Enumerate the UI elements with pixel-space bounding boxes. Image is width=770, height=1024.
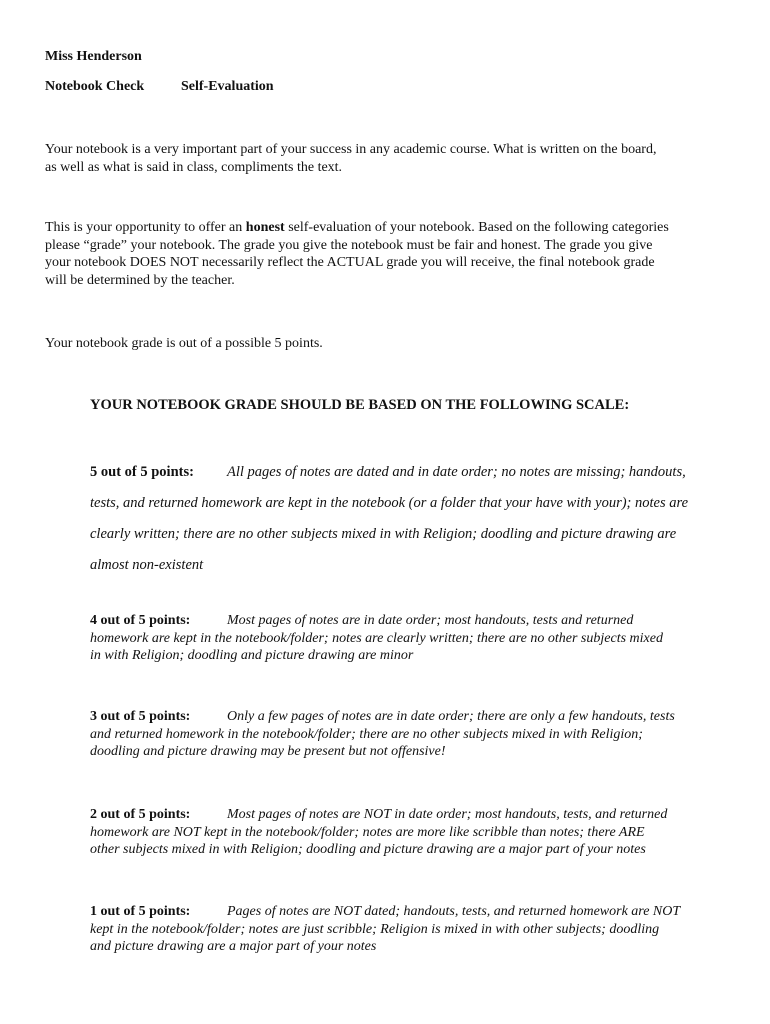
text-line: in with Religion; doodling and picture drawing are minor xyxy=(90,648,414,663)
intro-paragraph-3: Your notebook grade is out of a possible 5 points. xyxy=(45,336,323,351)
scale-label: 2 out of 5 points: xyxy=(90,807,191,822)
text-line xyxy=(90,806,667,824)
scale-label: 3 out of 5 points: xyxy=(90,709,191,724)
text-line: and picture drawing are a major part of your notes xyxy=(90,939,377,954)
text-line xyxy=(45,219,669,237)
text-line: will be determined by the teacher. xyxy=(45,272,235,288)
text-line: Your notebook is a very important part of your success in any academic course. What is written on the board, xyxy=(45,142,657,157)
text-line xyxy=(90,708,675,726)
scale-description: Pages of notes are NOT dated; handouts, tests, and returned homework are NOT xyxy=(227,904,681,919)
text-line: other subjects mixed in with Religion; doodling and picture drawing are a major part of your notes xyxy=(90,842,646,857)
text-line: your notebook DOES NOT necessarily reflect the ACTUAL grade you will receive, the final notebook grade xyxy=(45,255,655,270)
scale-item-4 xyxy=(90,612,663,665)
text-line xyxy=(90,903,680,921)
text-line: homework are NOT kept in the notebook/folder; notes are more like scribble than notes; there ARE xyxy=(90,824,645,840)
text-span: self-evaluation of your notebook. Based on the following categories xyxy=(284,220,669,235)
document-subtitle: Self-Evaluation xyxy=(181,79,274,94)
intro-paragraph-2 xyxy=(45,219,669,289)
text-line: tests, and returned homework are kept in the notebook (or a folder that your have with your); notes are xyxy=(90,495,689,511)
emphasis-honest: honest xyxy=(245,220,285,235)
text-line: kept in the notebook/folder; notes are just scribble; Religion is mixed in with other subjects; doodling xyxy=(90,921,660,937)
scale-item-1 xyxy=(90,903,680,956)
scale-label: 5 out of 5 points: xyxy=(90,464,194,480)
scale-description: Only a few pages of notes are in date order; there are only a few handouts, tests xyxy=(227,709,675,724)
scale-description: Most pages of notes are in date order; most handouts, tests and returned xyxy=(227,613,634,628)
scale-description: Most pages of notes are NOT in date order; most handouts, tests, and returned xyxy=(227,807,668,822)
text-line: almost non-existent xyxy=(90,557,204,573)
text-line: as well as what is said in class, compliments the text. xyxy=(45,159,343,175)
text-line: and returned homework in the notebook/folder; there are no other subjects mixed in with Religion; xyxy=(90,726,643,742)
text-line: homework are kept in the notebook/folder; notes are clearly written; there are no other subjects mixed xyxy=(90,630,663,646)
scale-item-5 xyxy=(90,457,688,581)
text-line: clearly written; there are no other subjects mixed in with Religion; doodling and picture drawing are xyxy=(90,526,677,542)
scale-heading: YOUR NOTEBOOK GRADE SHOULD BE BASED ON THE FOLLOWING SCALE: xyxy=(90,397,630,413)
scale-description: All pages of notes are dated and in date order; no notes are missing; handouts, xyxy=(227,464,686,480)
text-line xyxy=(90,457,688,488)
text-line xyxy=(90,612,663,630)
document-title: Notebook Check xyxy=(45,79,145,94)
scale-item-2 xyxy=(90,806,667,859)
scale-item-3 xyxy=(90,708,675,761)
scale-label: 4 out of 5 points: xyxy=(90,613,191,628)
text-span: This is your opportunity to offer an xyxy=(45,220,246,235)
scale-label: 1 out of 5 points: xyxy=(90,904,191,919)
text-line: doodling and picture drawing may be present but not offensive! xyxy=(90,744,446,759)
text-line: please “grade” your notebook. The grade you give the notebook must be fair and honest. The grade you give xyxy=(45,237,653,253)
teacher-name: Miss Henderson xyxy=(45,49,142,64)
intro-paragraph-1 xyxy=(45,141,656,176)
